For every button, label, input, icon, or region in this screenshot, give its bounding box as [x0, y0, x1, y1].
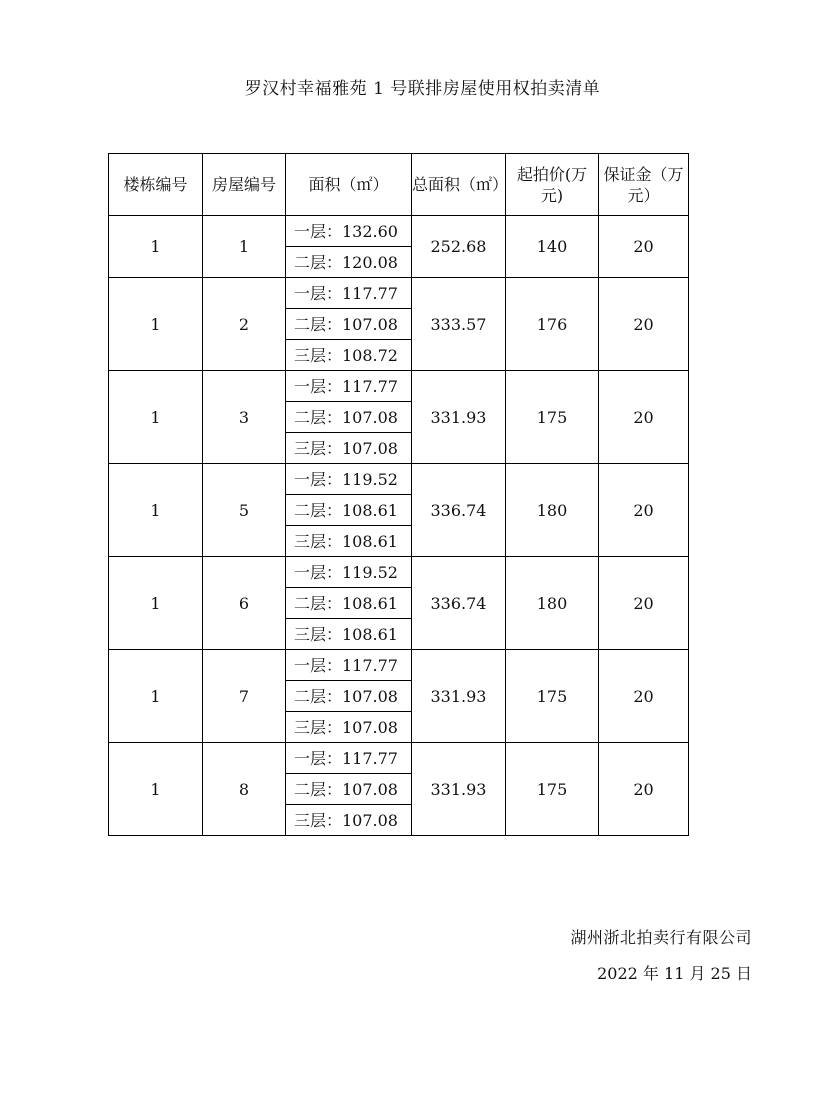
building-number-cell: 1 — [109, 216, 203, 278]
floor-area-cell: 三层：108.72 — [286, 340, 412, 371]
header-house-number: 房屋编号 — [203, 154, 286, 216]
starting-price-cell: 140 — [506, 216, 599, 278]
floor-area-cell: 一层：117.77 — [286, 743, 412, 774]
building-number-cell: 1 — [109, 278, 203, 371]
footer-date: 2022 年 11 月 25 日 — [597, 964, 752, 983]
floor-area-cell: 一层：117.77 — [286, 278, 412, 309]
header-deposit: 保证金（万元） — [599, 154, 689, 216]
building-number-cell: 1 — [109, 371, 203, 464]
building-number-cell: 1 — [109, 557, 203, 650]
building-number-cell: 1 — [109, 464, 203, 557]
table-row — [109, 278, 689, 309]
floor-area-cell: 三层：108.61 — [286, 619, 412, 650]
table-row — [109, 371, 689, 402]
deposit-cell: 20 — [599, 464, 689, 557]
footer-company: 湖州浙北拍卖行有限公司 — [570, 928, 752, 947]
table-row — [109, 650, 689, 681]
header-starting-price: 起拍价(万元) — [506, 154, 599, 216]
total-area-cell: 333.57 — [412, 278, 506, 371]
deposit-cell: 20 — [599, 650, 689, 743]
starting-price-cell: 175 — [506, 650, 599, 743]
house-number-cell: 5 — [203, 464, 286, 557]
deposit-cell: 20 — [599, 278, 689, 371]
table-row — [109, 557, 689, 588]
floor-area-cell: 三层：107.08 — [286, 433, 412, 464]
house-number-cell: 8 — [203, 743, 286, 836]
building-number-cell: 1 — [109, 650, 203, 743]
table-row — [109, 216, 689, 247]
header-total-area: 总面积（㎡） — [412, 154, 506, 216]
deposit-cell: 20 — [599, 743, 689, 836]
floor-area-cell: 二层：108.61 — [286, 588, 412, 619]
house-number-cell: 6 — [203, 557, 286, 650]
total-area-cell: 336.74 — [412, 464, 506, 557]
header-building-number: 楼栋编号 — [109, 154, 203, 216]
house-number-cell: 7 — [203, 650, 286, 743]
floor-area-cell: 三层：107.08 — [286, 712, 412, 743]
starting-price-cell: 180 — [506, 464, 599, 557]
building-number-cell: 1 — [109, 743, 203, 836]
floor-area-cell: 三层：107.08 — [286, 805, 412, 836]
total-area-cell: 336.74 — [412, 557, 506, 650]
starting-price-cell: 176 — [506, 278, 599, 371]
floor-area-cell: 一层：132.60 — [286, 216, 412, 247]
total-area-cell: 331.93 — [412, 743, 506, 836]
floor-area-cell: 二层：107.08 — [286, 402, 412, 433]
header-floor-area: 面积（㎡） — [286, 154, 412, 216]
deposit-cell: 20 — [599, 371, 689, 464]
floor-area-cell: 一层：119.52 — [286, 464, 412, 495]
floor-area-cell: 一层：119.52 — [286, 557, 412, 588]
deposit-cell: 20 — [599, 557, 689, 650]
auction-list-table — [108, 153, 689, 836]
document-title: 罗汉村幸福雅苑 1 号联排房屋使用权拍卖清单 — [244, 79, 601, 99]
floor-area-cell: 一层：117.77 — [286, 371, 412, 402]
table-row — [109, 743, 689, 774]
floor-area-cell: 三层：108.61 — [286, 526, 412, 557]
floor-area-cell: 二层：108.61 — [286, 495, 412, 526]
floor-area-cell: 二层：107.08 — [286, 774, 412, 805]
floor-area-cell: 二层：107.08 — [286, 309, 412, 340]
floor-area-cell: 二层：120.08 — [286, 247, 412, 278]
floor-area-cell: 一层：117.77 — [286, 650, 412, 681]
table-body — [109, 216, 689, 836]
floor-area-cell: 二层：107.08 — [286, 681, 412, 712]
table-header-row — [109, 154, 689, 216]
total-area-cell: 331.93 — [412, 371, 506, 464]
house-number-cell: 1 — [203, 216, 286, 278]
starting-price-cell: 175 — [506, 371, 599, 464]
house-number-cell: 2 — [203, 278, 286, 371]
deposit-cell: 20 — [599, 216, 689, 278]
starting-price-cell: 180 — [506, 557, 599, 650]
total-area-cell: 252.68 — [412, 216, 506, 278]
house-number-cell: 3 — [203, 371, 286, 464]
total-area-cell: 331.93 — [412, 650, 506, 743]
starting-price-cell: 175 — [506, 743, 599, 836]
table-row — [109, 464, 689, 495]
